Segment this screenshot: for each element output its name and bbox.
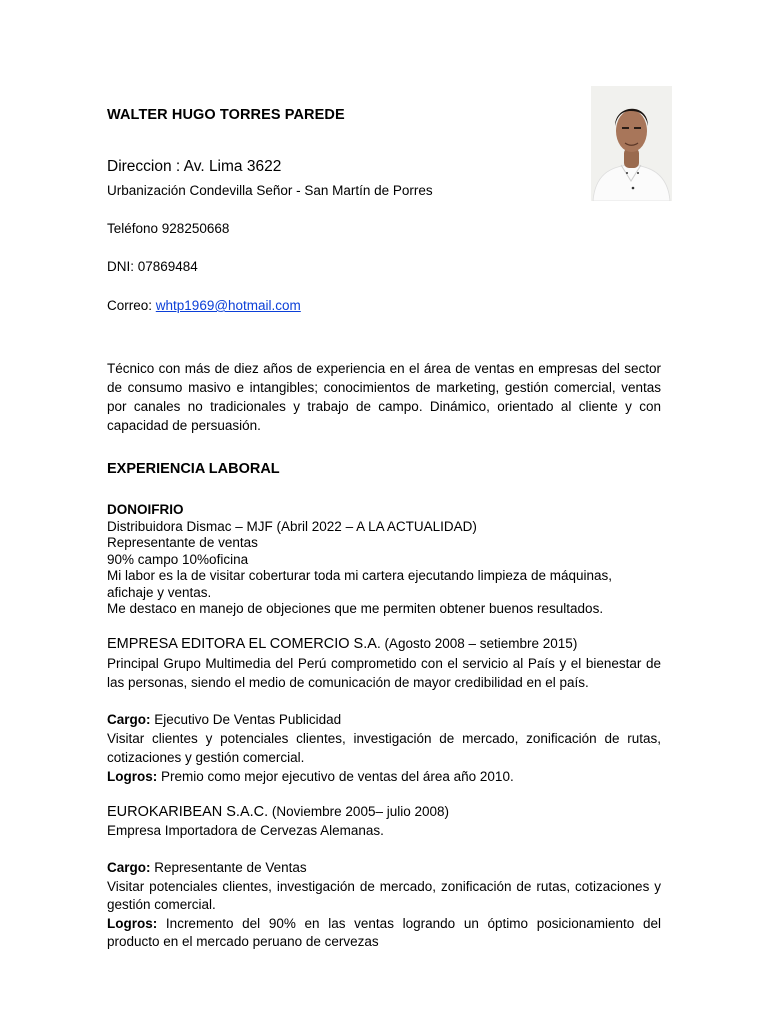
job3-cargo-value: Representante de Ventas: [150, 860, 307, 875]
dni-number: DNI: 07869484: [107, 259, 198, 274]
job3-tasks: Visitar potenciales clientes, investigación de mercado, zonificación de rutas, cotizaciones y gestión comercial.: [107, 878, 661, 912]
job-donofrio: [107, 502, 661, 618]
job2-logros-value: Premio como mejor ejecutivo de ventas del área año 2010.: [157, 769, 514, 784]
job1-duties: Mi labor es la de visitar coberturar toda mi cartera ejecutando limpieza de máquinas, afichaje y ventas.: [107, 568, 612, 600]
job2-logros: [107, 767, 661, 786]
job-el-comercio: [107, 636, 661, 692]
job2-description: Principal Grupo Multimedia del Perú comprometido con el servicio al País y el bienestar de las personas, siendo el medio de comunicación de mayor credibilidad en el país.: [107, 655, 661, 690]
job3-header: [107, 804, 661, 821]
job1-employer-dates: Distribuidora Dismac – MJF (Abril 2022 – A LA ACTUALIDAD): [107, 518, 477, 534]
job3-cargo-label: Cargo:: [107, 860, 151, 875]
address-line-1: Direccion : Av. Lima 3622: [107, 158, 282, 175]
job3-logros-label: Logros:: [107, 915, 158, 931]
job1-position: Representante de ventas: [107, 535, 258, 550]
job3-dates: (Noviembre 2005– julio 2008): [268, 804, 450, 819]
job2-cargo: [107, 710, 661, 729]
profile-summary: Técnico con más de diez años de experiencia en el área de ventas en empresas del sector de consumo masivo e intangibles; conocimientos de marketing, gestión comercial, ventas por canales no tradicionales y trabajo de campo. Dinámico, orientado al cliente y con capacidad de persuasión.: [107, 361, 661, 433]
job1-work-split: 90% campo 10%oficina: [107, 551, 249, 567]
job2-dates: . (Agosto 2008 – setiembre 2015): [376, 636, 578, 651]
experience-heading: EXPERIENCIA LABORAL: [107, 461, 280, 477]
phone-number: Teléfono 928250668: [107, 221, 230, 236]
job3-details: [107, 859, 661, 952]
job2-header: [107, 636, 661, 653]
address-line-2: Urbanización Condevilla Señor - San Martín de Porres: [107, 183, 433, 198]
email-link[interactable]: whtp1969@hotmail.com: [155, 298, 301, 313]
job2-details: [107, 710, 661, 786]
job1-company: DONOIFRIO: [107, 502, 184, 517]
job3-logros-value: Incremento del 90% en las ventas logrando un óptimo posicionamiento del producto en el mercado peruano de cervezas: [107, 915, 661, 949]
job2-cargo-value: Ejecutivo De Ventas Publicidad: [150, 712, 342, 727]
profile-photo-illustration: [591, 86, 672, 201]
job-eurokaribean: [107, 804, 661, 839]
job1-strength: Me destaco en manejo de objeciones que me permiten obtener buenos resultados.: [107, 601, 604, 616]
job2-cargo-label: Cargo:: [107, 712, 151, 727]
job3-cargo: [107, 859, 661, 878]
job2-logros-label: Logros:: [107, 769, 158, 784]
job2-company: EMPRESA EDITORA EL COMERCIO S.A: [107, 636, 377, 652]
email-line: [107, 298, 301, 313]
email-label: Correo:: [107, 298, 156, 313]
candidate-name: WALTER HUGO TORRES PAREDE: [107, 107, 345, 123]
job3-logros: [107, 915, 661, 952]
profile-photo: [591, 86, 672, 201]
job2-tasks: Visitar clientes y potenciales clientes, investigación de mercado, zonificación de rutas, cotizaciones y gestión comercial.: [107, 731, 661, 765]
job3-description: Empresa Importadora de Cervezas Alemanas.: [107, 822, 384, 838]
job3-company: EUROKARIBEAN S.A.C.: [107, 804, 269, 820]
